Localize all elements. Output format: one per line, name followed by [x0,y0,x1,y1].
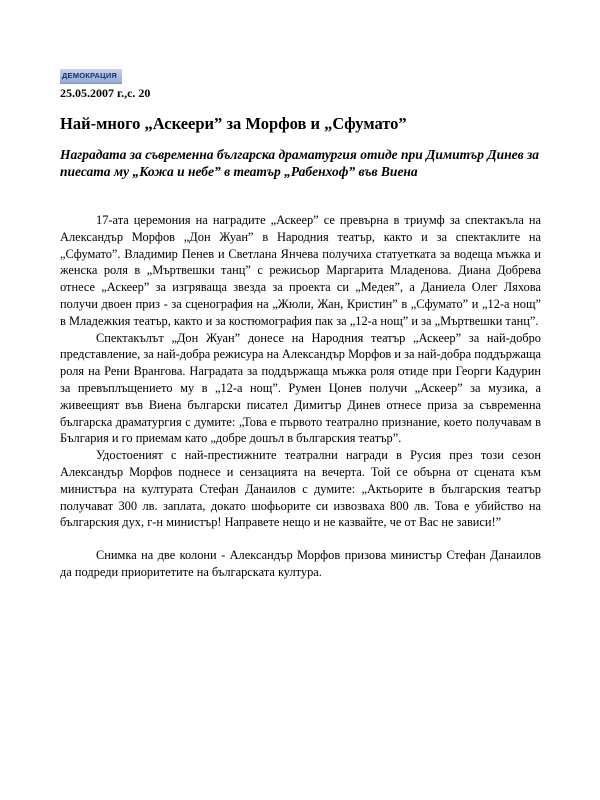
publication-logo [60,69,122,84]
article-paragraph-3: Удостоеният с най-престижните театрални награди в Русия през този сезон Александър Морфов поднесе и сензацията на вечерта. Той се обърна от сцената към министъра на културата Стефан Данаилов с думите: „Актьорите в българския театър получават 300 лв. заплата, докато шофьорите си извозваха 800 лв. Това е убийство на българския дух, г-н министър! Направете нещо и не казвайте, че от Вас не зависи!” [60,448,541,530]
article-paragraph-1: 17-ата церемония на наградите „Аскеер” се превърна в триумф за спектакъла на Александър Морфов „Дон Жуан” в Народния театър, както и за спектаклите на „Сфумато”. Владимир Пенев и Светлана Янчева получиха статуетката за водеща мъжка и женска роля в „Мъртвешки танц” с режисьор Маргарита Младенова. Диана Добрева отнесе „Аскеер” за изгряваща звезда за проекта си „Медея”, а Даниела Олег Ляхова получи двоен приз - за сценография на „Жюли, Жан, Кристин” в „Сфумато” и „12-а нощ” в Младежкия театър, както и за костюмография пак за „12-а нощ” и за „Мъртвешки танц”. [60,213,541,328]
article-paragraph-2: Спектакълът „Дон Жуан” донесе на Народния театър „Аскеер” за най-добро представление, за най-добра режисура на Александър Морфов и за най-добра поддържаща роля на Рени Врангова. Наградата за поддържаща мъжка роля отиде при Георги Кадурин за превъплъщението му в „12-а нощ”. Румен Цонев получи „Аскеер” за музика, а живеещият във Виена български писател Димитър Динев отнесе приза за съвременна българска драматургия с думите: „Това е първото театрално признание, което получавам в България и го приемам като „добре дошъл в българския театър”. [60,330,541,446]
article-subtitle: Наградата за съвременна българска драматургия отиде при Димитър Динев за пиесата му „Кожа и небе” в театър „Рабенхоф” във Виена [60,147,540,179]
publication-logo-text: ДЕМОКРАЦИЯ [62,71,118,80]
article-title: Най-много „Аскеери” за Морфов и „Сфумато” [60,114,407,133]
photo-caption: Снимка на две колони - Александър Морфов призова министър Стефан Данаилов да подреди приоритетите на българската култура. [60,548,541,579]
article-body [60,212,541,581]
dateline: 25.05.2007 г.,с. 20 [60,86,151,100]
